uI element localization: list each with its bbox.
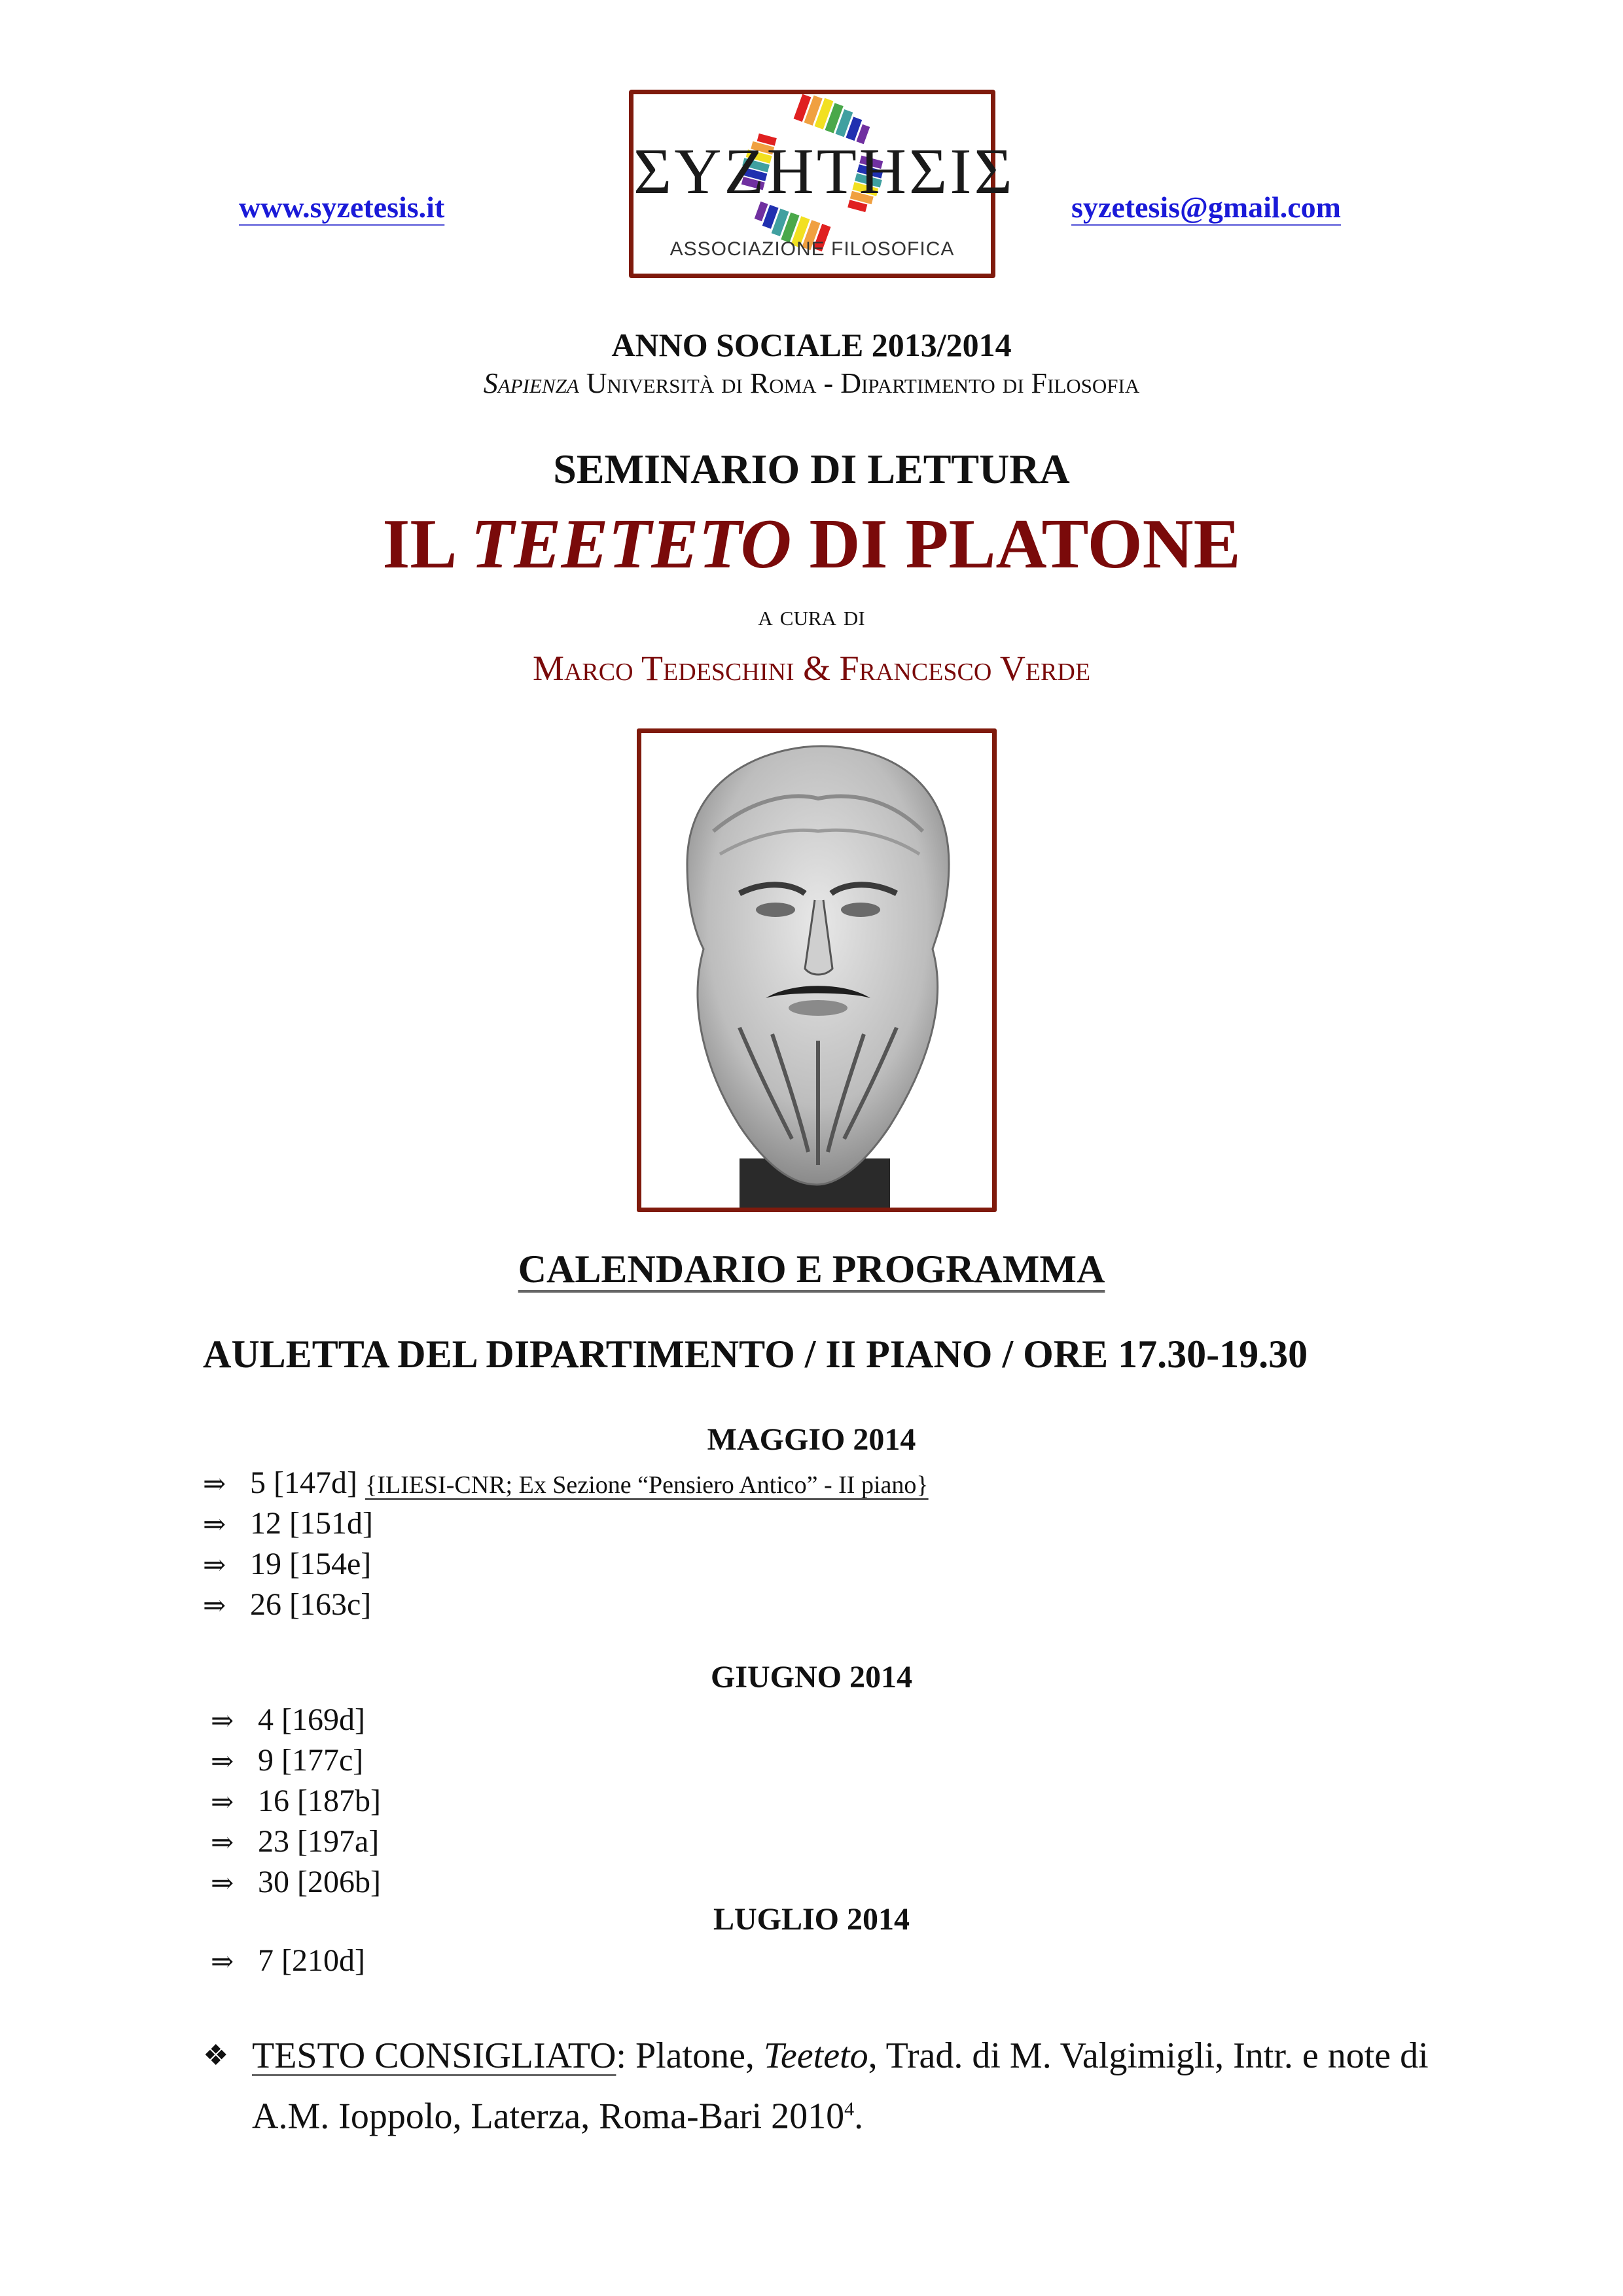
university-line [0, 367, 1623, 400]
row-ref: [177c] [281, 1743, 364, 1778]
schedule-row [203, 1546, 371, 1582]
recommended-label: TESTO CONSIGLIATO [252, 2036, 616, 2076]
row-day: 19 [250, 1547, 281, 1581]
title-prefix: IL [382, 505, 471, 583]
curated-by: a cura di [758, 600, 865, 632]
university-italic: Sapienza [483, 367, 579, 399]
university-rest: Università di Roma - Dipartimento di Filosofia [579, 367, 1140, 399]
month-heading-june: GIUGNO 2014 [710, 1660, 912, 1695]
calendar-heading [0, 1247, 1623, 1292]
arrow-icon: ⇒ [211, 1787, 234, 1818]
schedule-row [211, 1783, 381, 1819]
biblio-part: : Platone, [616, 2036, 764, 2076]
row-ref: [154e] [289, 1547, 372, 1581]
arrow-icon: ⇒ [203, 1551, 226, 1581]
plato-portrait [637, 728, 997, 1212]
arrow-icon: ⇒ [203, 1591, 226, 1621]
row-ref: [169d] [281, 1702, 365, 1737]
title-italic: TEETETO [471, 505, 792, 583]
calendar-heading-text: CALENDARIO E PROGRAMMA [518, 1247, 1105, 1291]
row-ref: [206b] [297, 1865, 381, 1899]
logo-title: ΣΥΖΗΤΗΣΙΣ [633, 135, 1015, 207]
syzetesis-logo [629, 90, 1015, 278]
arrow-icon: ⇒ [211, 1947, 234, 1977]
schedule-row [211, 1864, 381, 1900]
diamond-bullet-icon: ❖ [203, 2039, 229, 2072]
arrow-icon: ⇒ [203, 1510, 226, 1540]
recommended-text [203, 2029, 1486, 2144]
plato-bust-icon [641, 733, 992, 1208]
row-day: 5 [250, 1465, 266, 1500]
month-heading-may: MAGGIO 2014 [707, 1422, 916, 1457]
website-link[interactable]: www.syzetesis.it [239, 190, 445, 224]
row-ref: [197a] [297, 1824, 380, 1859]
schedule-row [203, 1587, 371, 1623]
seminar-label: SEMINARIO DI LETTURA [553, 446, 1070, 492]
biblio-part: , Trad. di M. Valgimigli, Intr. e note di A.M. Ioppolo, Laterza, Roma-Bari 2010 [252, 2036, 1429, 2137]
recommended-text-body [252, 2029, 1486, 2144]
schedule-row [211, 1823, 379, 1859]
arrow-icon: ⇒ [211, 1869, 234, 1899]
month-heading-july: LUGLIO 2014 [713, 1902, 910, 1937]
row-day: 4 [258, 1702, 274, 1737]
biblio-italic: Teeteto [763, 2036, 868, 2076]
row-day: 9 [258, 1743, 274, 1778]
row-note: {ILIESI-CNR; Ex Sezione “Pensiero Antico” - II piano} [365, 1471, 929, 1499]
page-title [0, 504, 1623, 585]
arrow-icon: ⇒ [203, 1469, 226, 1499]
schedule-row [203, 1465, 929, 1501]
logo-subtitle: ASSOCIAZIONE FILOSOFICA [669, 238, 955, 260]
anno-sociale: ANNO SOCIALE 2013/2014 [611, 327, 1012, 363]
schedule-row [211, 1943, 365, 1979]
row-day: 12 [250, 1506, 281, 1541]
row-day: 26 [250, 1587, 281, 1622]
schedule-row [211, 1742, 363, 1778]
arrow-icon: ⇒ [211, 1706, 234, 1736]
row-day: 16 [258, 1784, 289, 1818]
email-link[interactable]: syzetesis@gmail.com [1071, 190, 1341, 224]
location-line: AULETTA DEL DIPARTIMENTO / II PIANO / ORE 17.30-19.30 [203, 1333, 1308, 1376]
authors: Marco Tedeschini & Francesco Verde [532, 649, 1091, 688]
row-ref: [151d] [289, 1506, 373, 1541]
row-ref: [147d] [274, 1465, 357, 1500]
row-ref: [163c] [289, 1587, 372, 1622]
row-day: 30 [258, 1865, 289, 1899]
row-ref: [210d] [281, 1943, 365, 1978]
title-suffix: DI PLATONE [791, 505, 1241, 583]
edition-superscript: 4 [844, 2098, 855, 2120]
schedule-row [203, 1505, 373, 1541]
row-day: 23 [258, 1824, 289, 1859]
biblio-end: . [854, 2096, 864, 2137]
schedule-row [211, 1702, 365, 1738]
row-ref: [187b] [297, 1784, 381, 1818]
row-day: 7 [258, 1943, 274, 1978]
arrow-icon: ⇒ [211, 1747, 234, 1777]
arrow-icon: ⇒ [211, 1828, 234, 1858]
